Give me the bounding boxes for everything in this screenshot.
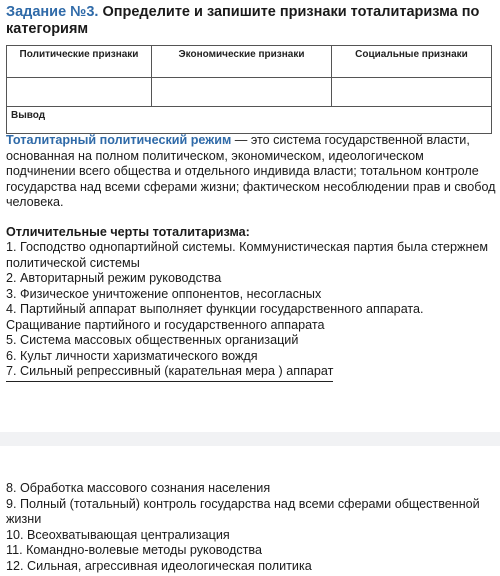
definition-paragraph xyxy=(6,133,496,211)
cell-political[interactable] xyxy=(7,78,152,107)
list-item: 1. Господство однопартийной системы. Коммунистическая партия была стержнем политической системы xyxy=(6,240,489,270)
header-social: Социальные признаки xyxy=(332,46,492,78)
cell-economic[interactable] xyxy=(152,78,332,107)
list-item: 3. Физическое уничтожение оппонентов, несогласных xyxy=(6,286,322,301)
list-item: 11. Командно-волевые методы руководства xyxy=(6,543,262,557)
cell-social[interactable] xyxy=(332,78,492,107)
definition-term: Тоталитарный политический режим xyxy=(6,133,232,147)
list-item xyxy=(6,364,496,382)
conclusion-row[interactable] xyxy=(7,107,492,134)
definition-text: — это система государственной власти, основанная на полном политическом, экономическом, идеологическом подчинении всего общества и отдельного индивида власти; тотальном контроле государства над всеми сферами жизни; фактическом несоблюдении прав и свобод человека. xyxy=(6,133,496,209)
list-item: 10. Всеохватывающая централизация xyxy=(6,527,230,542)
list-item: 8. Обработка массового сознания населения xyxy=(6,481,271,495)
features-title: Отличительные черты тоталитаризма: xyxy=(6,224,250,239)
list-item: 12. Сильная, агрессивная идеологическая политика xyxy=(6,558,312,573)
categories-table xyxy=(6,45,492,134)
task-title xyxy=(6,4,486,38)
conclusion-label: Вывод xyxy=(11,110,46,121)
list-item: 5. Система массовых общественных организаций xyxy=(6,333,299,347)
list-item-text: 7. Сильный репрессивный (карательная мера ) аппарат xyxy=(6,364,333,382)
list-item: 9. Полный (тотальный) контроль государства над всеми сферами общественной жизни xyxy=(6,496,480,526)
header-economic: Экономические признаки xyxy=(152,46,332,78)
list-item: 6. Культ личности харизматического вождя xyxy=(6,348,258,363)
header-political: Политические признаки xyxy=(7,46,152,78)
page-break-band xyxy=(0,432,500,446)
main-content xyxy=(6,133,496,382)
list-item: 2. Авторитарный режим руководства xyxy=(6,271,222,285)
main-content-continued xyxy=(6,481,496,574)
list-item: 4. Партийный аппарат выполняет функции государственного аппарата. Сращивание партийного и государственного аппарата xyxy=(6,302,424,332)
task-number: Задание №3. xyxy=(6,4,99,20)
task-text: Определите и запишите признаки тоталитаризма по категориям xyxy=(6,4,480,37)
